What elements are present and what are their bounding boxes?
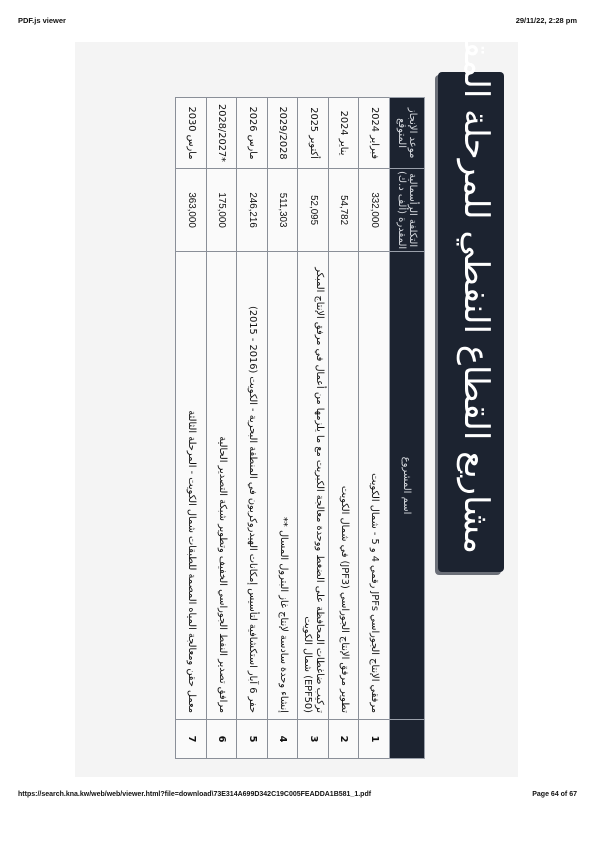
project-name: مرافق تصدير النفط الجوراسي الخفيف وتطوير شبكة التصدير الحالية (207, 252, 238, 720)
table-row (268, 98, 299, 759)
project-date: يناير 2024 (329, 98, 360, 169)
title-banner (438, 1, 504, 572)
page-indicator: Page 64 of 67 (532, 791, 577, 798)
project-date: مارس 2026 (237, 98, 268, 169)
table-row (359, 98, 390, 759)
header-num (390, 720, 425, 759)
rotated-document-content (75, 1, 518, 777)
header-date: موعد الإنجاز المتوقع (390, 98, 425, 169)
project-date: *2028/2027 (207, 98, 238, 169)
project-name: تركيب ضاغطات المحافظة على الضغط ووحدة معالجة الكبريت مع ما يلزمها من أعمال في مرفق الإنتاج المبكر (EPF50) شمال الكويت (298, 252, 329, 720)
table-row (176, 98, 207, 759)
project-name: معمل حقن ومعالجة المياه المصمة للطبقات شمال الكويت - المرحلة الثالثة (176, 252, 207, 720)
project-date: فبراير 2024 (359, 98, 390, 169)
table-row (329, 98, 360, 759)
document-title: مشاريع القطاع النفطي للمرحلة المقبلة (456, 1, 496, 554)
viewer-app-title: PDF.js viewer (18, 16, 66, 25)
project-date: أكتوبر 2025 (298, 98, 329, 169)
project-cost: 511,303 (268, 169, 299, 252)
project-cost: 54,782 (329, 169, 360, 252)
project-date: 2029/2028 (268, 98, 299, 169)
table-row (237, 98, 268, 759)
project-name: إنشاء وحدة سادسة لإنتاج غاز البترول المسال ** (268, 252, 299, 720)
row-number: 1 (359, 720, 390, 759)
row-number: 3 (298, 720, 329, 759)
project-cost: 52,095 (298, 169, 329, 252)
print-datetime: 29/11/22, 2:28 pm (515, 16, 577, 25)
project-cost: 332,000 (359, 169, 390, 252)
project-cost: 363,000 (176, 169, 207, 252)
table-row (298, 98, 329, 759)
project-cost: 246,216 (237, 169, 268, 252)
row-number: 7 (176, 720, 207, 759)
row-number: 2 (329, 720, 360, 759)
project-cost: 175,000 (207, 169, 238, 252)
header-cost: التكلفة الرأسمالية المقدرة (ألف د.ك) (390, 169, 425, 252)
project-date: مارس 2030 (176, 98, 207, 169)
row-number: 5 (237, 720, 268, 759)
table-header-row (390, 98, 425, 759)
project-name: حفر 6 آبار استكشافية لتأسيس إمكانات الهيدروكربون في المنطقة البحرية - الكويت (2016 - 2015) (237, 252, 268, 720)
table-row (207, 98, 238, 759)
row-number: 4 (268, 720, 299, 759)
project-name: تطوير مرفق الإنتاج الجوراسي (JPF3) في شمال الكويت (329, 252, 360, 720)
viewer-header (0, 0, 595, 30)
project-name: مرفقي الإنتاج الجوراسي JPFs رقمي 4 و 5 - شمال الكويت (359, 252, 390, 720)
header-name: اسم المشروع (390, 252, 425, 720)
document-url: https://search.kna.kw/web/web/viewer.html?file=download\73E314A699D342C19C005FEADDA1B581_1.pdf (18, 791, 372, 798)
row-number: 6 (207, 720, 238, 759)
projects-table (176, 97, 426, 759)
